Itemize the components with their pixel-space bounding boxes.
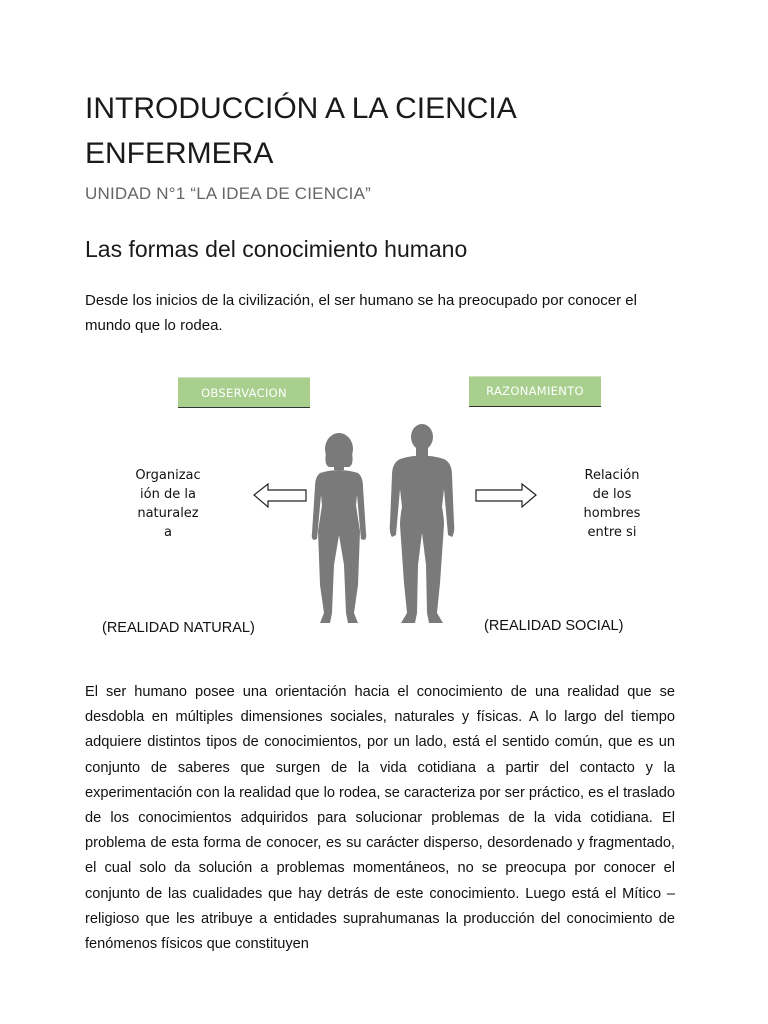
left-text-line: ión de la: [140, 487, 196, 502]
right-text-line: Relación: [584, 468, 640, 483]
right-text-line: hombres: [583, 506, 641, 521]
female-figure-icon: [312, 433, 367, 623]
left-text-line: a: [164, 525, 172, 540]
right-text-line: de los: [592, 487, 632, 502]
intro-paragraph: Desde los inicios de la civilización, el ser humano se ha preocupado por conocer el mundo que lo rodea.: [85, 292, 637, 334]
observacion-label-box: OBSERVACION: [178, 377, 310, 408]
razonamiento-label-box: RAZONAMIENTO: [469, 376, 601, 407]
right-text-line: entre si: [587, 525, 637, 540]
left-side-text: [126, 466, 210, 542]
left-text-line: naturalez: [137, 506, 199, 521]
document-subtitle: UNIDAD N°1 “LA IDEA DE CIENCIA”: [85, 184, 372, 203]
left-arrow-icon: [254, 484, 306, 507]
body-paragraph: El ser humano posee una orientación hacia el conocimiento de una realidad que se desdobla en múltiples dimensiones sociales, naturales y físicas. A lo largo del tiempo adquiere distintos tipos de conocimientos, por un lado, está el sentido común, que es un conjunto de saberes que surgen de la vida cotidiana a partir del contacto y la experimentación con la realidad que lo rodea, se caracteriza por ser práctico, es el traslado de los conocimientos adquiridos para solucionar problemas de la vida cotidiana. El problema de esta forma de conocer, es su carácter disperso, desordenado y fragmentado, el cual solo da solución a problemas momentáneos, no se preocupa por conocer el conjunto de las cualidades que hay detrás de este conocimiento. Luego está el Mítico – religioso que les atribuye a entidades suprahumanas la producción del conocimiento de fenómenos físicos que constituyen: [85, 684, 675, 953]
section-heading: Las formas del conocimiento humano: [85, 236, 468, 262]
human-figures-diagram: [240, 415, 550, 635]
right-arrow-icon: [476, 484, 536, 507]
realidad-natural-caption: (REALIDAD NATURAL): [102, 620, 255, 636]
document-title: INTRODUCCIÓN A LA CIENCIA ENFERMERA: [85, 92, 516, 170]
realidad-social-caption: (REALIDAD SOCIAL): [484, 618, 624, 634]
male-figure-icon: [390, 424, 455, 623]
right-side-text: [570, 466, 654, 542]
left-text-line: Organizac: [135, 468, 201, 483]
